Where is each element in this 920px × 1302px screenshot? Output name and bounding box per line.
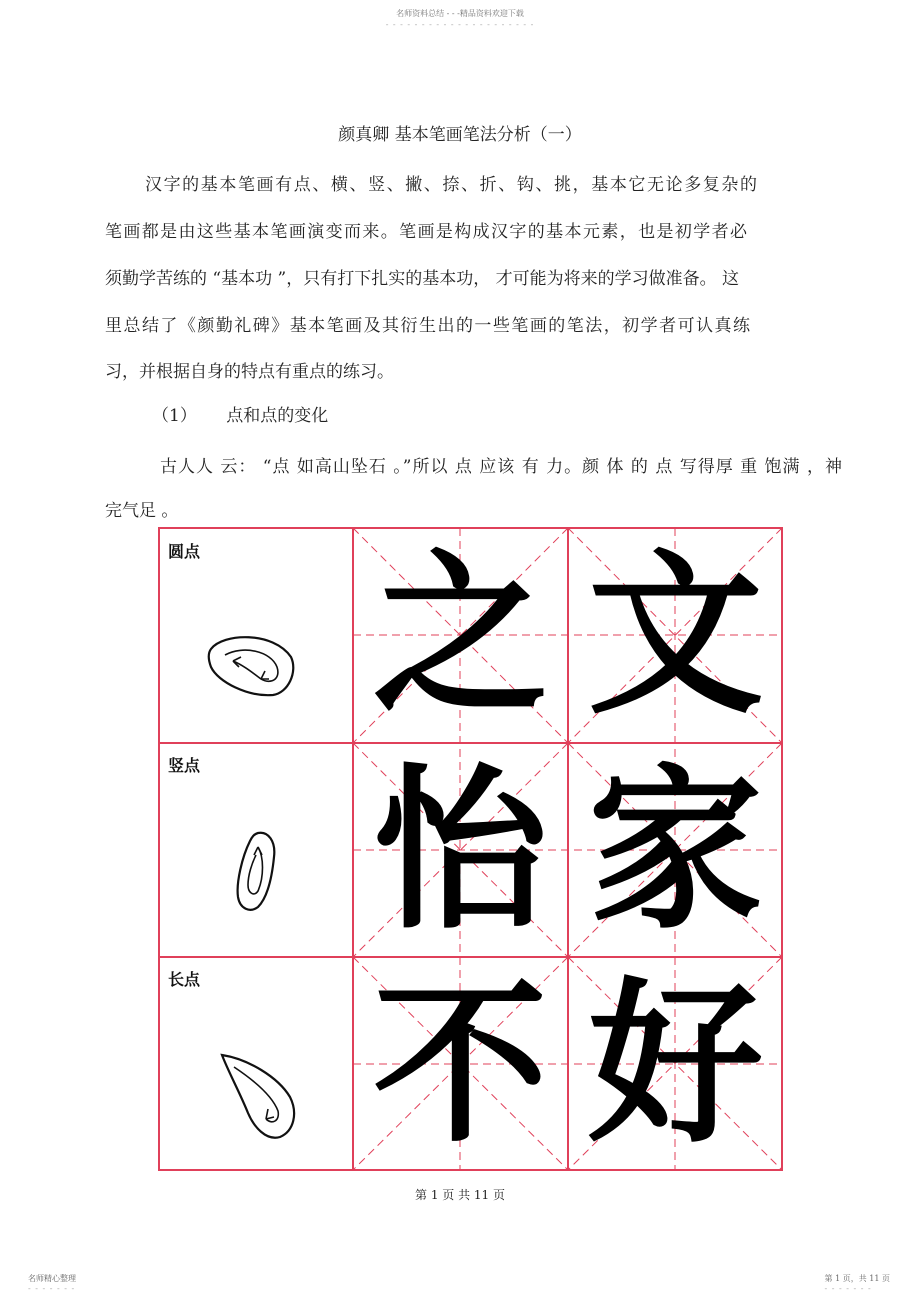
header-dashes: - - - - - - - - - - - - - - - - - - - - - [385, 20, 535, 29]
footer-left-text: 名师精心整理 [28, 1274, 76, 1283]
page-header [0, 8, 920, 29]
footer-right-text: 第 1 页，共 11 页 [824, 1274, 890, 1283]
section-title: 点和点的变化 [226, 406, 329, 426]
vertical-dot-stroke-icon [228, 827, 288, 917]
intro-line-2: 笔画都是由这些基本笔画演变而来。笔画是构成汉字的基本元素，也是初学者必 [105, 222, 747, 242]
char-yi: 怡 [373, 748, 548, 953]
char-hao: 好 [588, 962, 763, 1167]
char-zhi: 之 [373, 533, 548, 738]
char-wen: 文 [588, 533, 763, 738]
round-dot-stroke-icon [203, 627, 303, 707]
header-text: 名师资料总结 - - -精品资料欢迎下载 [396, 9, 524, 18]
label-round-dot: 圆点 [168, 542, 201, 561]
footer-left [28, 1273, 76, 1293]
footer-left-dashes: - - - - - - - [28, 1284, 76, 1293]
practice-sheet [158, 527, 784, 1172]
page-number: 第 1 页 共 11 页 [415, 1188, 505, 1202]
intro-line-4: 里总结了《颜勤礼碑》基本笔画及其衍生出的一些笔画的笔法，初学者可认真练 [105, 316, 750, 336]
char-jia: 家 [588, 748, 763, 953]
document-title: 颜真卿 基本笔画笔法分析（一） [338, 125, 582, 145]
intro-line-1: 汉字的基本笔画有点、横、竖、撇、捺、折、钩、挑，基本它无论多复杂的 [145, 175, 757, 195]
footer-right-dashes: - - - - - - - [824, 1284, 872, 1293]
intro-line-3: 须勤学苦练的 “基本功 ”，只有打下扎实的基本功， 才可能为将来的学习做准备。 这 [105, 269, 739, 289]
intro-line-5: 习，并根据自身的特点有重点的练习。 [105, 362, 394, 382]
quote-line-1: 古人人 云： “点 如高山坠石 。”所以 点 应该 有 力。颜 体 的 点 写得厚 重 饱满 ，神 [160, 457, 843, 477]
char-bu: 不 [373, 962, 548, 1167]
long-dot-stroke-icon [218, 1047, 303, 1147]
label-long-dot: 长点 [168, 970, 201, 989]
section-number: （1） [152, 406, 197, 426]
label-vertical-dot: 竖点 [168, 756, 201, 775]
footer-right [825, 1273, 890, 1293]
quote-line-2: 完气足 。 [105, 501, 179, 521]
section-heading [152, 401, 328, 426]
